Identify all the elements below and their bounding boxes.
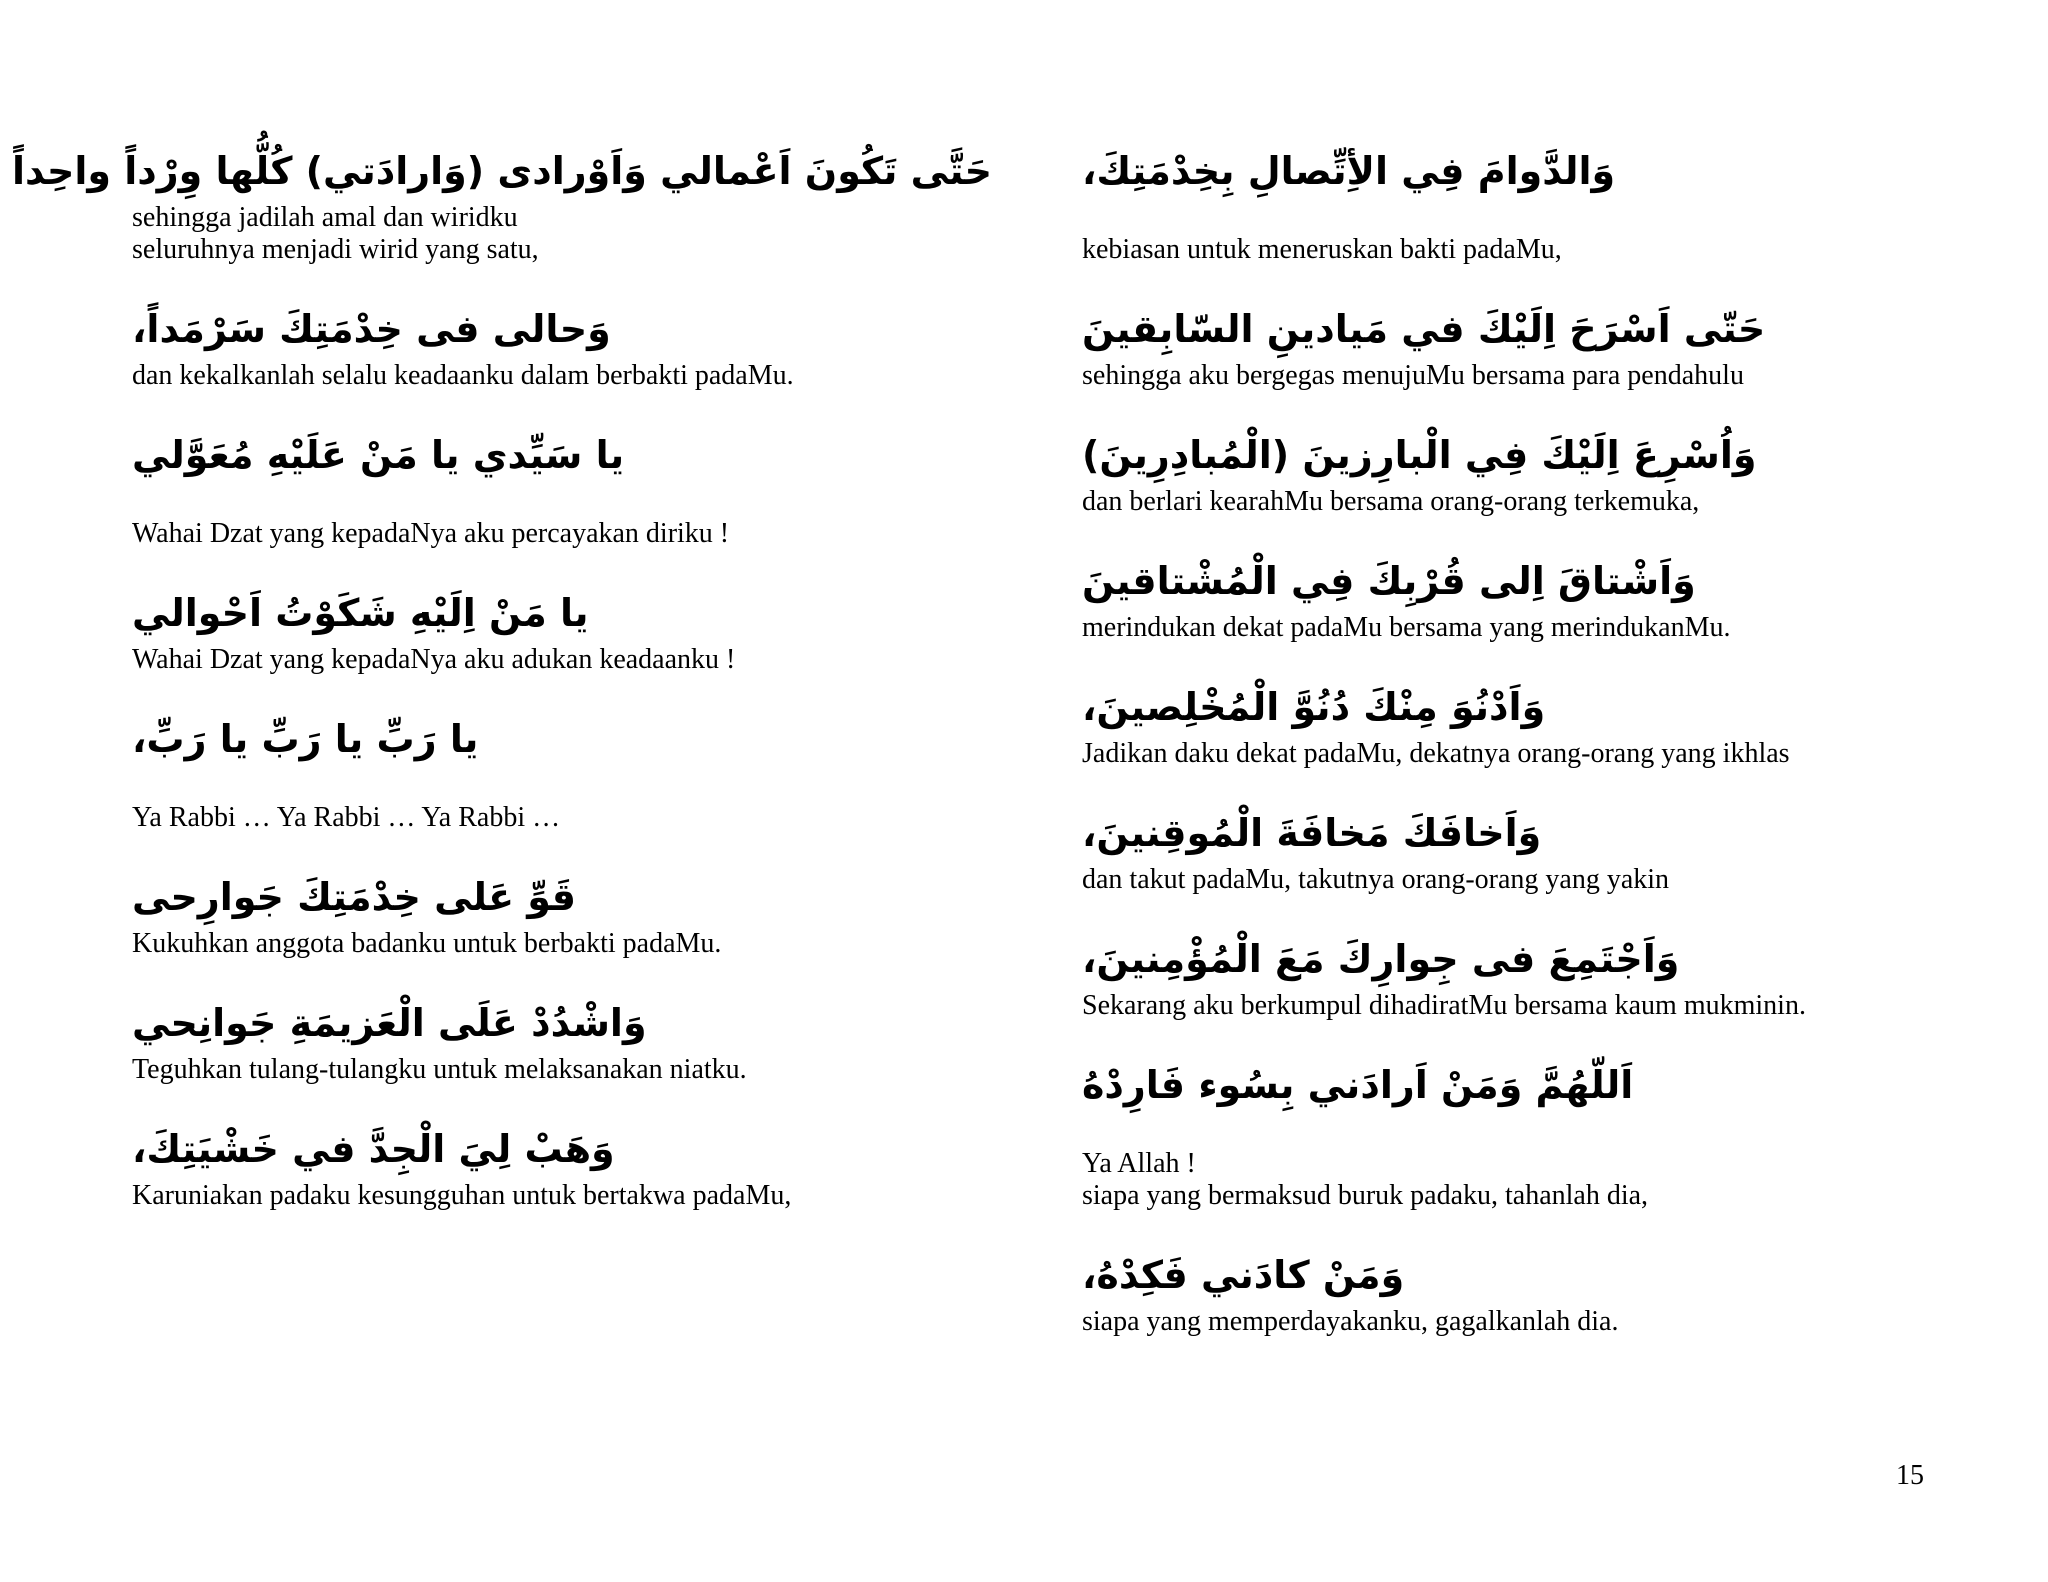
arabic-line: قَوِّ عَلى خِدْمَتِكَ جَوارِحى bbox=[132, 875, 577, 919]
translation-line: Jadikan daku dekat padaMu, dekatnya orang-orang yang ikhlas bbox=[1082, 738, 1790, 769]
verse-block bbox=[132, 1118, 992, 1212]
verse-block bbox=[132, 298, 992, 392]
arabic-line: وَاَخافَكَ مَخافَةَ الْمُوقِنينَ، bbox=[1082, 811, 1542, 855]
spacer bbox=[1082, 1116, 1942, 1148]
arabic-line: حَتّى اَسْرَحَ اِلَيْكَ في مَيادينِ السّابِقينَ bbox=[1082, 307, 1766, 351]
translation-line: Sekarang aku berkumpul dihadiratMu bersama kaum mukminin. bbox=[1082, 990, 1806, 1021]
translation-line: sehingga aku bergegas menujuMu bersama para pendahulu bbox=[1082, 360, 1744, 391]
arabic-line: حَتَّى تَكُونَ اَعْمالي وَاَوْرادى (وَارادَتي) كُلُّها وِرْداً واحِداً bbox=[11, 149, 992, 193]
verse-block bbox=[1082, 140, 1942, 266]
spacer bbox=[132, 486, 992, 518]
arabic-line: وَحالى فى خِدْمَتِكَ سَرْمَداً، bbox=[132, 307, 611, 351]
verse-block bbox=[1082, 928, 1942, 1022]
arabic-line: اَللّهُمَّ وَمَنْ اَرادَني بِسُوء فَارِدْهُ bbox=[1082, 1063, 1634, 1107]
arabic-line: يا رَبِّ يا رَبِّ يا رَبِّ، bbox=[132, 717, 479, 761]
verse-block bbox=[1082, 676, 1942, 770]
verse-block bbox=[1082, 424, 1942, 518]
verse-block bbox=[1082, 1244, 1942, 1338]
arabic-line: وَمَنْ كادَني فَكِدْهُ، bbox=[1082, 1253, 1405, 1297]
arabic-line: وَاَجْتَمِعَ فى جِوارِكَ مَعَ الْمُؤْمِنينَ، bbox=[1082, 937, 1680, 981]
arabic-line: وَاَدْنُوَ مِنْكَ دُنُوَّ الْمُخْلِصينَ، bbox=[1082, 685, 1546, 729]
translation-line: seluruhnya menjadi wirid yang satu, bbox=[132, 234, 539, 265]
verse-block bbox=[132, 582, 992, 676]
translation-line: Teguhkan tulang-tulangku untuk melaksanakan niatku. bbox=[132, 1054, 747, 1085]
translation-line: Wahai Dzat yang kepadaNya aku percayakan diriku ! bbox=[132, 518, 730, 549]
verse-block bbox=[1082, 1054, 1942, 1212]
verse-block bbox=[132, 424, 992, 550]
translation-line: Ya Allah ! bbox=[1082, 1148, 1196, 1179]
translation-line: sehingga jadilah amal dan wiridku bbox=[132, 202, 518, 233]
verse-block bbox=[1082, 550, 1942, 644]
translation-line: dan takut padaMu, takutnya orang-orang yang yakin bbox=[1082, 864, 1670, 895]
translation-line: siapa yang memperdayakanku, gagalkanlah dia. bbox=[1082, 1306, 1619, 1337]
spacer bbox=[132, 770, 992, 802]
translation-line: siapa yang bermaksud buruk padaku, tahanlah dia, bbox=[1082, 1180, 1649, 1211]
verse-block bbox=[132, 708, 992, 834]
page-number: 15 bbox=[1896, 1460, 1924, 1491]
verse-block bbox=[132, 992, 992, 1086]
translation-line: Karuniakan padaku kesungguhan untuk bertakwa padaMu, bbox=[132, 1180, 792, 1211]
translation-line: dan kekalkanlah selalu keadaanku dalam berbakti padaMu. bbox=[132, 360, 794, 391]
arabic-line: وَهَبْ لِيَ الْجِدَّ في خَشْيَتِكَ، bbox=[132, 1127, 615, 1171]
arabic-line: وَاَشْتاقَ اِلى قُرْبِكَ فِي الْمُشْتاقينَ bbox=[1082, 559, 1696, 603]
spacer bbox=[1082, 202, 1942, 234]
left-column bbox=[11, 140, 992, 1212]
verse-block bbox=[132, 866, 992, 960]
verse-block bbox=[1082, 298, 1942, 392]
translation-line: dan berlari kearahMu bersama orang-orang terkemuka, bbox=[1082, 486, 1700, 517]
right-column bbox=[1082, 140, 1942, 1338]
translation-line: merindukan dekat padaMu bersama yang merindukanMu. bbox=[1082, 612, 1731, 643]
translation-line: Kukuhkan anggota badanku untuk berbakti padaMu. bbox=[132, 928, 722, 959]
verse-block bbox=[11, 140, 992, 266]
arabic-line: وَالدَّوامَ فِي الأِتِّصالِ بِخِدْمَتِكَ، bbox=[1082, 149, 1616, 193]
translation-line: Ya Rabbi … Ya Rabbi … Ya Rabbi … bbox=[132, 802, 561, 833]
translation-line: Wahai Dzat yang kepadaNya aku adukan keadaanku ! bbox=[132, 644, 736, 675]
arabic-line: يا سَيِّدي يا مَنْ عَلَيْهِ مُعَوَّلي bbox=[132, 433, 625, 477]
arabic-line: وَاُسْرِعَ اِلَيْكَ فِي الْبارِزينَ (الْمُبادِرِينَ) bbox=[1082, 433, 1757, 477]
arabic-line: يا مَنْ اِلَيْهِ شَكَوْتُ اَحْوالي bbox=[132, 591, 589, 635]
translation-line: kebiasan untuk meneruskan bakti padaMu, bbox=[1082, 234, 1562, 265]
arabic-line: وَاشْدُدْ عَلَى الْعَزيمَةِ جَوانِحي bbox=[132, 1001, 647, 1045]
verse-block bbox=[1082, 802, 1942, 896]
